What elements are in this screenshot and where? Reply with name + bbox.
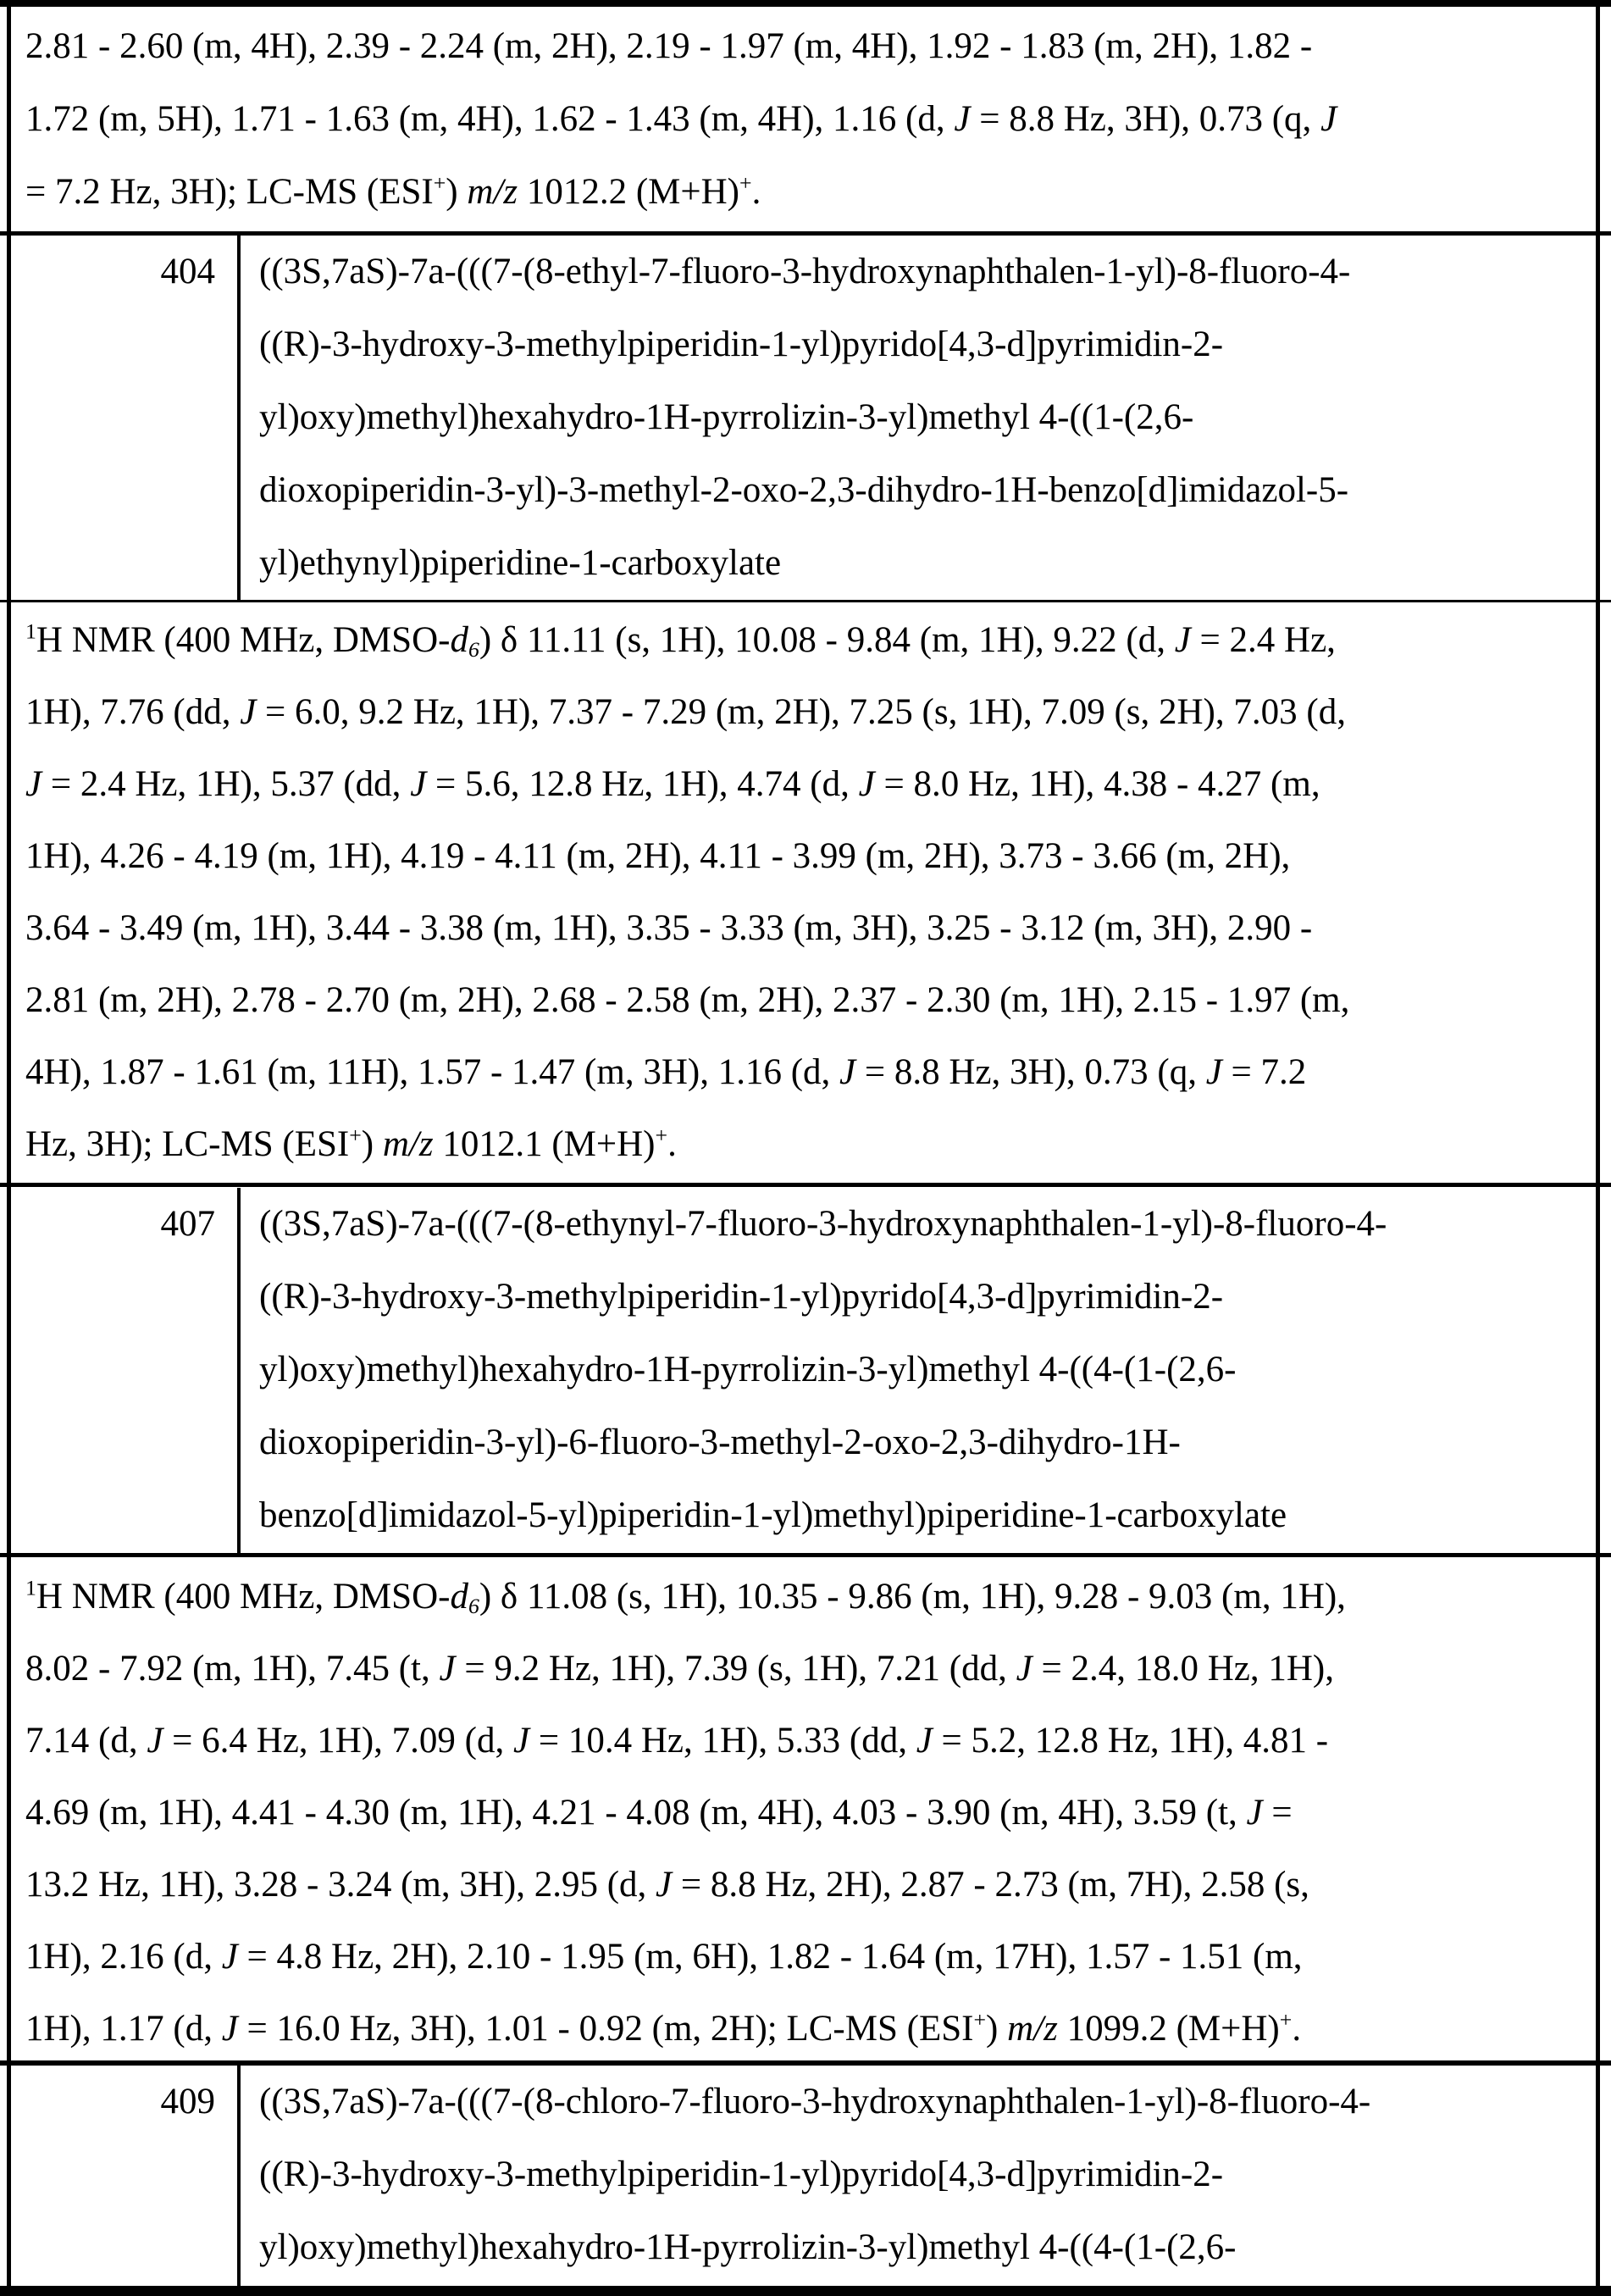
compound-number: 407 bbox=[160, 1204, 215, 1244]
text-line: $^1$H NMR (400 MHz, DMSO-$d_6$) δ 11.08 (s, 1H), 10.35 - 9.86 (m, 1H), 9.28 - 9.03 (m, 1H), bbox=[25, 1575, 1346, 1618]
text-line: 2.81 (m, 2H), 2.78 - 2.70 (m, 2H), 2.68 - 2.58 (m, 2H), 2.37 - 2.30 (m, 1H), 2.15 - 1.97 (m, bbox=[25, 980, 1350, 1020]
text-line: ((3S,7aS)-7a-(((7-(8-ethynyl-7-fluoro-3-hydroxynaphthalen-1-yl)-8-fluoro-4- bbox=[259, 1204, 1387, 1244]
text-line: 2.81 - 2.60 (m, 4H), 2.39 - 2.24 (m, 2H), 2.19 - 1.97 (m, 4H), 1.92 - 1.83 (m, 2H), 1.82 - bbox=[25, 26, 1313, 66]
nmr-row-404 bbox=[0, 602, 1611, 1183]
compound-number: 409 bbox=[160, 2082, 215, 2121]
text-line: 1H), 1.17 (d, J = 16.0 Hz, 3H), 1.01 - 0.92 (m, 2H); LC-MS (ESI+) m/z 1099.2 (M+H)+. bbox=[25, 2007, 1302, 2049]
compound-row-407 bbox=[0, 1187, 1611, 1553]
nmr-text bbox=[25, 1561, 1594, 2060]
page-bottom-cut-border bbox=[0, 2286, 1611, 2296]
table-top-border bbox=[0, 0, 1611, 7]
text-line: Hz, 3H); LC-MS (ESI+) m/z 1012.1 (M+H)+. bbox=[25, 1123, 677, 1164]
compound-name bbox=[241, 236, 1611, 600]
text-line: ((R)-3-hydroxy-3-methylpiperidin-1-yl)pyrido[4,3-d]pyrimidin-2- bbox=[259, 2155, 1224, 2194]
text-line: 7.14 (d, J = 6.4 Hz, 1H), 7.09 (d, J = 10.4 Hz, 1H), 5.33 (dd, J = 5.2, 12.8 Hz, 1H), 4.81 - bbox=[25, 1721, 1329, 1761]
text-line: 1.72 (m, 5H), 1.71 - 1.63 (m, 4H), 1.62 - 1.43 (m, 4H), 1.16 (d, J = 8.8 Hz, 3H), 0.73 (q, J bbox=[25, 99, 1337, 139]
text-line: dioxopiperidin-3-yl)-6-fluoro-3-methyl-2-oxo-2,3-dihydro-1H- bbox=[259, 1423, 1181, 1462]
text-line: 4.69 (m, 1H), 4.41 - 4.30 (m, 1H), 4.21 - 4.08 (m, 4H), 4.03 - 3.90 (m, 4H), 3.59 (t, J = bbox=[25, 1793, 1293, 1833]
text-line: $^1$H NMR (400 MHz, DMSO-$d_6$) δ 11.11 (s, 1H), 10.08 - 9.84 (m, 1H), 9.22 (d, J = 2.4 Hz, bbox=[25, 618, 1336, 662]
text-line: yl)ethynyl)piperidine-1-carboxylate bbox=[259, 543, 782, 583]
text-line: dioxopiperidin-3-yl)-3-methyl-2-oxo-2,3-dihydro-1H-benzo[d]imidazol-5- bbox=[259, 470, 1349, 510]
text-line: = 7.2 Hz, 3H); LC-MS (ESI+) m/z 1012.2 (M+H)+. bbox=[25, 170, 761, 212]
table-right-border bbox=[1596, 5, 1600, 2296]
text-line: yl)oxy)methyl)hexahydro-1H-pyrrolizin-3-yl)methyl 4-((4-(1-(2,6- bbox=[259, 2227, 1237, 2267]
nmr-row-407 bbox=[0, 1557, 1611, 2060]
table-left-border bbox=[7, 5, 11, 2296]
text-line: 8.02 - 7.92 (m, 1H), 7.45 (t, J = 9.2 Hz, 1H), 7.39 (s, 1H), 7.21 (dd, J = 2.4, 18.0 Hz, 1H), bbox=[25, 1649, 1334, 1689]
text-line: ((3S,7aS)-7a-(((7-(8-chloro-7-fluoro-3-hydroxynaphthalen-1-yl)-8-fluoro-4- bbox=[259, 2082, 1371, 2121]
text-line: 13.2 Hz, 1H), 3.28 - 3.24 (m, 3H), 2.95 (d, J = 8.8 Hz, 2H), 2.87 - 2.73 (m, 7H), 2.58 (s, bbox=[25, 1865, 1309, 1905]
nmr-text bbox=[25, 10, 1594, 229]
compound-row-404 bbox=[0, 236, 1611, 600]
text-line: yl)oxy)methyl)hexahydro-1H-pyrrolizin-3-yl)methyl 4-((4-(1-(2,6- bbox=[259, 1350, 1237, 1389]
nmr-text bbox=[25, 604, 1594, 1180]
text-line: 3.64 - 3.49 (m, 1H), 3.44 - 3.38 (m, 1H), 3.35 - 3.33 (m, 3H), 3.25 - 3.12 (m, 3H), 2.90 - bbox=[25, 908, 1313, 948]
text-line: yl)oxy)methyl)hexahydro-1H-pyrrolizin-3-yl)methyl 4-((1-(2,6- bbox=[259, 397, 1194, 437]
text-line: ((R)-3-hydroxy-3-methylpiperidin-1-yl)pyrido[4,3-d]pyrimidin-2- bbox=[259, 1277, 1224, 1317]
compound-name bbox=[241, 1188, 1611, 1553]
text-line: benzo[d]imidazol-5-yl)piperidin-1-yl)methyl)piperidine-1-carboxylate bbox=[259, 1495, 1287, 1535]
text-line: 1H), 2.16 (d, J = 4.8 Hz, 2H), 2.10 - 1.95 (m, 6H), 1.82 - 1.64 (m, 17H), 1.57 - 1.51 (m, bbox=[25, 1937, 1303, 1977]
text-line: ((3S,7aS)-7a-(((7-(8-ethyl-7-fluoro-3-hydroxynaphthalen-1-yl)-8-fluoro-4- bbox=[259, 252, 1351, 291]
nmr-continuation-row bbox=[0, 7, 1611, 231]
text-line: 1H), 7.76 (dd, J = 6.0, 9.2 Hz, 1H), 7.37 - 7.29 (m, 2H), 7.25 (s, 1H), 7.09 (s, 2H), 7.03 (d, bbox=[25, 692, 1346, 732]
text-line: J = 2.4 Hz, 1H), 5.37 (dd, J = 5.6, 12.8 Hz, 1H), 4.74 (d, J = 8.0 Hz, 1H), 4.38 - 4.27 (m, bbox=[25, 764, 1320, 804]
compound-number: 404 bbox=[160, 252, 215, 291]
text-line: 4H), 1.87 - 1.61 (m, 11H), 1.57 - 1.47 (m, 3H), 1.16 (d, J = 8.8 Hz, 3H), 0.73 (q, J = 7.2 bbox=[25, 1052, 1307, 1092]
compound-row-409 bbox=[0, 2066, 1611, 2286]
text-line: ((R)-3-hydroxy-3-methylpiperidin-1-yl)pyrido[4,3-d]pyrimidin-2- bbox=[259, 324, 1224, 364]
text-line: 1H), 4.26 - 4.19 (m, 1H), 4.19 - 4.11 (m, 2H), 4.11 - 3.99 (m, 2H), 3.73 - 3.66 (m, 2H), bbox=[25, 836, 1291, 876]
compound-name bbox=[241, 2066, 1611, 2286]
